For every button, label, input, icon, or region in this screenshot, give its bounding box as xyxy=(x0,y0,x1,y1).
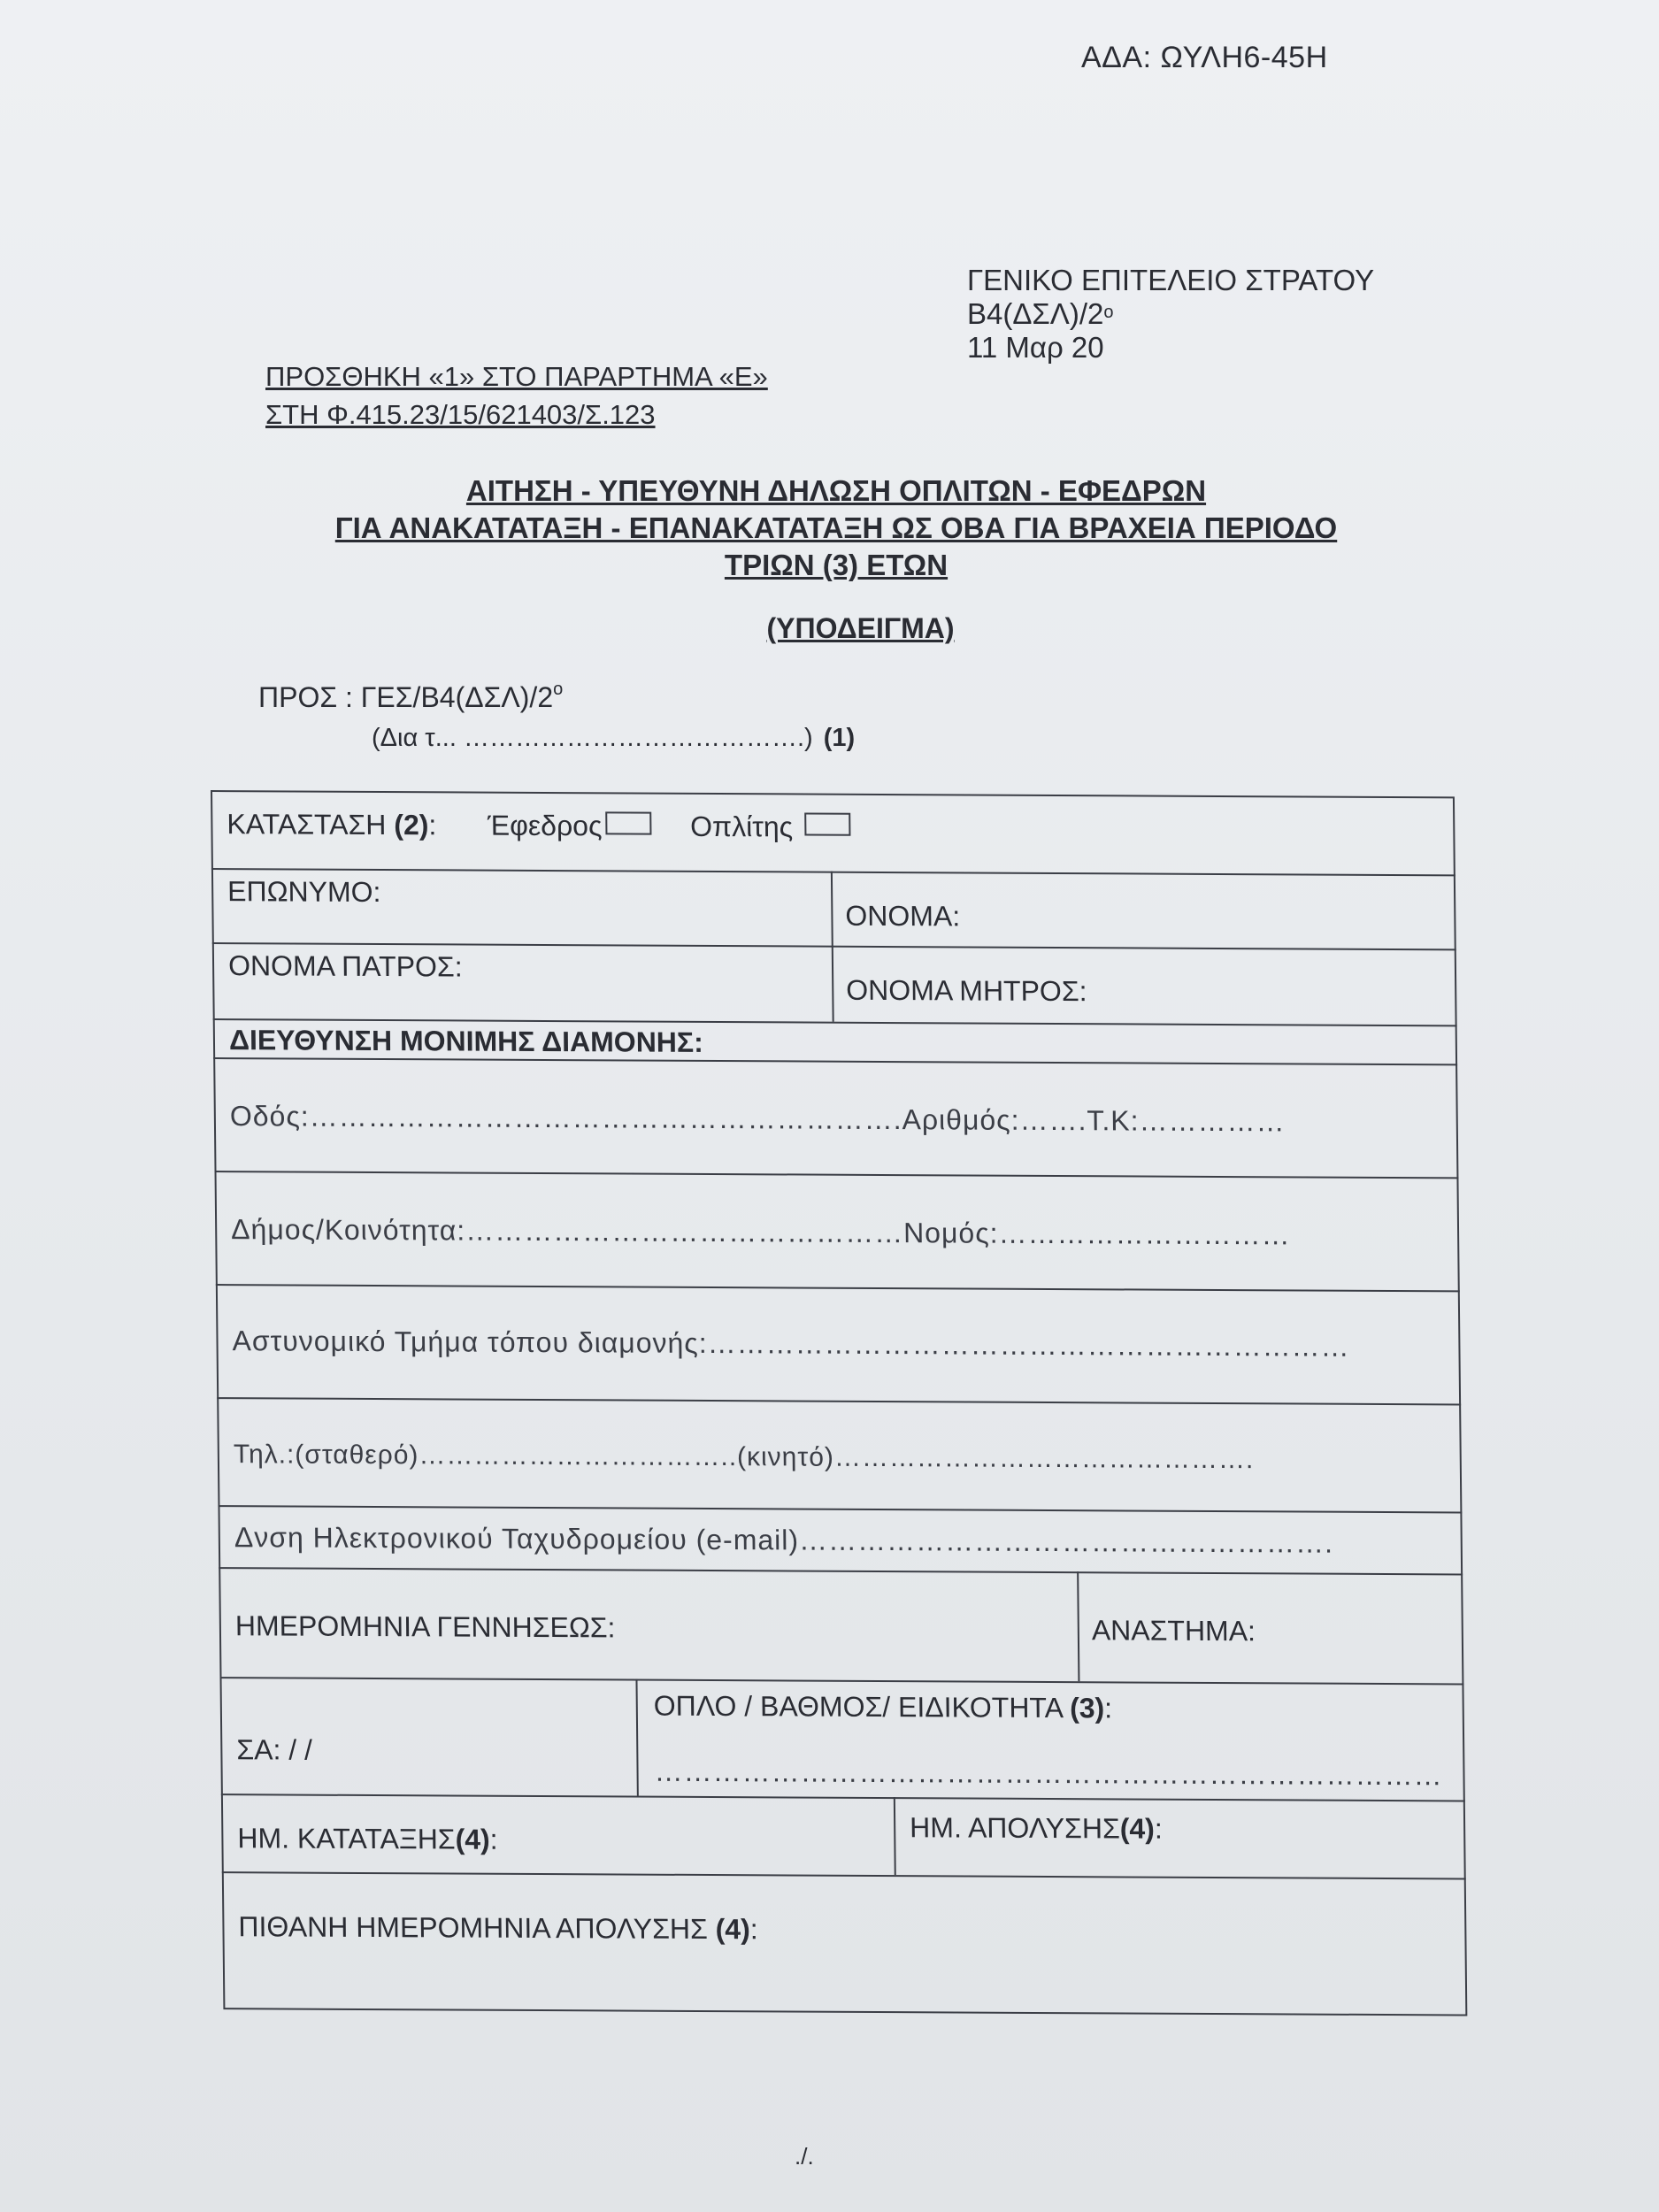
issuer-dept xyxy=(967,297,1374,331)
arm-rank-dots: ……………………………………………………………………… xyxy=(654,1755,1443,1792)
father-name-field[interactable]: ΟΝΟΜΑ ΠΑΤΡΟΣ: xyxy=(227,949,463,983)
arm-rank-colon: : xyxy=(1104,1692,1113,1724)
sa-field[interactable]: ΣΑ: / / xyxy=(236,1733,313,1766)
municipality-field[interactable]: Δήμος/Κοινότητα:………………………………………Νομός:………………………… xyxy=(231,1213,1291,1251)
via-line xyxy=(372,724,855,753)
issuer-org: ΓΕΝΙΚΟ ΕΠΙΤΕΛΕΙΟ ΣΤΡΑΤΟΥ xyxy=(967,264,1375,296)
discharge-colon: : xyxy=(1154,1812,1163,1845)
status-row xyxy=(227,808,850,844)
issuer-dept-sup: ο xyxy=(1103,303,1114,322)
height-field[interactable]: ΑΝΑΣΤΗΜΑ: xyxy=(1091,1614,1256,1647)
issuer-date: 11 Μαρ 20 xyxy=(967,331,1104,364)
issuer-dept-text: Β4(ΔΣΛ)/2 xyxy=(967,297,1104,330)
discharge-date-field[interactable] xyxy=(910,1811,1163,1845)
soldier-label: Οπλίτης xyxy=(689,810,794,843)
enlistment-colon: : xyxy=(489,1823,498,1855)
status-colon: : xyxy=(428,809,437,841)
sample-label: (ΥΠΟΔΕΙΓΜΑ) xyxy=(766,612,955,644)
discharge-label: ΗΜ. ΑΠΟΛΥΣΗΣ xyxy=(909,1811,1120,1845)
address-heading: ΔΙΕΥΘΥΝΣΗ ΜΟΝΙΜΗΣ ΔΙΑΜΟΝΗΣ: xyxy=(228,1024,703,1058)
title-line-2: ΓΙΑ ΑΝΑΚΑΤΑΤΑΞΗ - ΕΠΑΝΑΚΑΤΑΤΑΞΗ ΩΣ ΟΒΑ ΓΙΑ ΒΡΑΧΕΙΑ ΠΕΡΙΟΔΟ xyxy=(334,511,1338,544)
arm-rank-field[interactable] xyxy=(654,1690,1113,1725)
annex-reference xyxy=(265,357,768,434)
surname-field[interactable]: ΕΠΩΝΥΜΟ: xyxy=(227,875,381,909)
title-line-1: ΑΙΤΗΣΗ - ΥΠΕΥΘΥΝΗ ΔΗΛΩΣΗ ΟΠΛΙΤΩΝ - ΕΦΕΔΡΩΝ xyxy=(465,474,1207,507)
police-station-field[interactable]: Αστυνομικό Τμήμα τόπου διαμονής:………………………………………………………… xyxy=(232,1325,1350,1363)
ada-code: ΑΔΑ: ΩΥΛΗ6-45Η xyxy=(1081,41,1328,74)
addressee xyxy=(258,681,563,714)
street-field[interactable]: Οδός:…………………………………………………….Αριθμός:…….Τ.Κ:…………… xyxy=(229,1100,1286,1138)
reservist-label: Έφεδρος xyxy=(487,809,603,842)
arm-rank-label: ΟΠΛΟ / ΒΑΘΜΟΣ/ ΕΙΔΙΚΟΤΗΤΑ xyxy=(653,1689,1063,1724)
enlistment-label: ΗΜ. ΚΑΤΑΤΑΞΗΣ xyxy=(237,1822,456,1855)
enlistment-date-field[interactable] xyxy=(237,1822,498,1856)
birth-date-field[interactable]: ΗΜΕΡΟΜΗΝΙΑ ΓΕΝΝΗΣΕΩΣ: xyxy=(234,1609,616,1644)
discharge-note: (4) xyxy=(1119,1812,1156,1845)
mother-name-field[interactable]: ΟΝΟΜΑ ΜΗΤΡΟΣ: xyxy=(846,973,1087,1008)
email-field[interactable]: Δνση Ηλεκτρονικού Ταχυδρομείου (e-mail)………………………………………………. xyxy=(234,1521,1334,1559)
name-field[interactable]: ΟΝΟΜΑ: xyxy=(845,899,961,933)
addressee-text: ΠΡΟΣ : ΓΕΣ/Β4(ΔΣΛ)/2 xyxy=(258,681,554,713)
addressee-sup: ο xyxy=(553,680,564,699)
status-label: ΚΑΤΑΣΤΑΣΗ xyxy=(227,808,387,841)
via-note: (1) xyxy=(823,724,856,752)
issuer-block xyxy=(967,264,1374,365)
probable-discharge-note: (4) xyxy=(715,1913,750,1946)
annex-line-1: ΠΡΟΣΘΗΚΗ «1» ΣΤΟ ΠΑΡΑΡΤΗΜΑ «Ε» xyxy=(265,361,768,392)
probable-discharge-label: ΠΙΘΑΝΗ ΗΜΕΡΟΜΗΝΙΑ ΑΠΟΛΥΣΗΣ xyxy=(238,1910,708,1946)
application-form xyxy=(211,790,1467,2016)
annex-line-2: ΣΤΗ Φ.415.23/15/621403/Σ.123 xyxy=(265,399,656,430)
document-title xyxy=(239,472,1433,584)
page-continuation-mark: ./. xyxy=(795,2143,814,2170)
reservist-checkbox[interactable] xyxy=(605,811,651,834)
enlistment-note: (4) xyxy=(455,1823,490,1855)
phone-field[interactable]: Τηλ.:(σταθερό)……………………………..(κινητό)………………………………………. xyxy=(233,1440,1255,1475)
title-line-3: ΤΡΙΩΝ (3) ΕΤΩΝ xyxy=(724,549,949,581)
probable-discharge-field[interactable] xyxy=(238,1910,758,1946)
via-text: (Δια τ... ………………………………….) xyxy=(372,724,813,752)
status-note: (2) xyxy=(394,809,429,841)
soldier-checkbox[interactable] xyxy=(804,812,850,835)
probable-discharge-colon: : xyxy=(749,1913,758,1946)
arm-rank-note: (3) xyxy=(1069,1692,1105,1724)
